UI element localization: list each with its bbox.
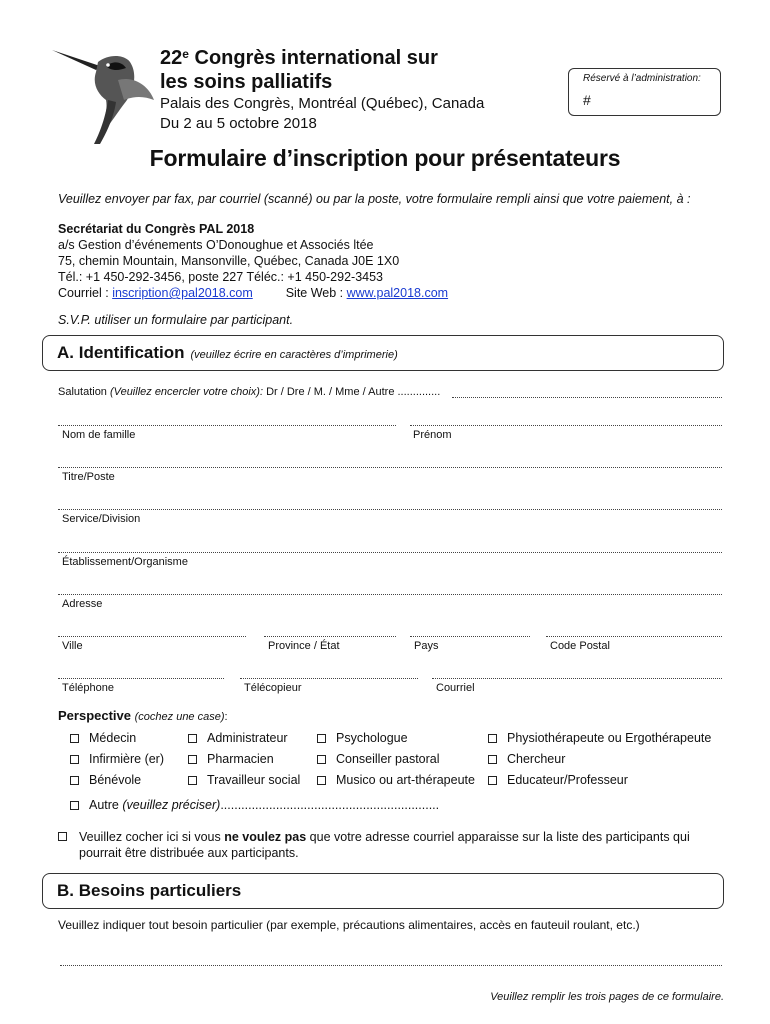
section-a-subtitle: (veuillez écrire en caractères d’imprimerie): [190, 349, 398, 361]
hummingbird-logo: [48, 40, 158, 150]
option-label: Infirmière (er): [89, 752, 165, 766]
option-medecin[interactable]: [70, 731, 136, 745]
checkbox[interactable]: [188, 755, 197, 764]
autre-hint: (veuillez préciser): [122, 798, 221, 812]
postal-code-label: Code Postal: [550, 640, 610, 652]
address-label: Adresse: [62, 598, 103, 610]
email-label: Courriel :: [58, 286, 113, 300]
fax-field[interactable]: [240, 678, 418, 679]
secretariat-block: [58, 221, 448, 301]
option-label: Conseiller pastoral: [336, 752, 440, 766]
organisation-field[interactable]: [58, 552, 722, 553]
web-label: Site Web :: [285, 286, 347, 300]
checkbox[interactable]: [70, 801, 79, 810]
perspective-hint: (cochez une case): [134, 711, 225, 723]
autre-label: Autre: [89, 798, 119, 812]
salutation-label: Salutation: [58, 386, 110, 398]
option-autre[interactable]: [70, 798, 439, 812]
option-benevole[interactable]: [70, 773, 141, 787]
checkbox[interactable]: [317, 755, 326, 764]
email-link[interactable]: inscription@pal2018.com: [112, 286, 253, 300]
notice-bold: ne voulez pas: [224, 830, 307, 844]
option-label: Educateur/Professeur: [507, 773, 628, 787]
option-travailleur-social[interactable]: [188, 773, 300, 787]
province-field[interactable]: [264, 636, 396, 637]
option-label: Médecin: [89, 731, 137, 745]
checkbox[interactable]: [70, 755, 79, 764]
checkbox[interactable]: [58, 832, 67, 841]
city-field[interactable]: [58, 636, 246, 637]
option-label: Travailleur social: [207, 773, 301, 787]
option-physiotherapeute[interactable]: [488, 731, 711, 745]
perspective-hint-colon: :: [224, 711, 228, 723]
phone-field[interactable]: [58, 678, 224, 679]
salutation-options[interactable]: Dr / Dre / M. / Mme / Autre ..............: [263, 386, 441, 398]
option-label: Physiothérapeute ou Ergothérapeute: [507, 731, 712, 745]
option-label: Bénévole: [89, 773, 142, 787]
secretariat-name: Secrétariat du Congrès PAL 2018: [58, 222, 255, 236]
title-line1: Congrès international sur: [188, 47, 438, 69]
salutation-row: [58, 386, 440, 398]
last-name-field[interactable]: [58, 425, 396, 426]
section-a-title: A. Identification: [57, 343, 185, 362]
checkbox[interactable]: [317, 734, 326, 743]
option-label: Chercheur: [507, 752, 566, 766]
title-line2: les soins palliatifs: [160, 71, 333, 93]
job-title-label: Titre/Poste: [62, 471, 115, 483]
secretariat-line3: Tél.: +1 450-292-3456, poste 227 Téléc.: +1 450-292-3453: [58, 270, 384, 284]
section-b-title: B. Besoins particuliers: [57, 881, 242, 900]
checkbox[interactable]: [70, 776, 79, 785]
admin-label: Réservé à l’administration:: [583, 73, 701, 84]
service-label: Service/Division: [62, 513, 141, 525]
first-name-field[interactable]: [410, 425, 722, 426]
special-needs-text: Veuillez indiquer tout besoin particulier (par exemple, précautions alimentaires, accès en fauteuil roulant, etc.): [58, 918, 640, 932]
organisation-label: Établissement/Organisme: [62, 556, 188, 568]
venue-text: Palais des Congrès, Montréal (Québec), Canada: [160, 95, 485, 112]
congress-title: [160, 46, 438, 94]
special-needs-field[interactable]: [60, 965, 722, 966]
option-administrateur[interactable]: [188, 731, 288, 745]
option-pharmacien[interactable]: [188, 752, 274, 766]
footer-note: Veuillez remplir les trois pages de ce formulaire.: [490, 991, 724, 1003]
option-label: Musico ou art-thérapeute: [336, 773, 475, 787]
admin-box: [568, 68, 721, 116]
edition-superscript: e: [182, 47, 189, 61]
job-title-field[interactable]: [58, 467, 722, 468]
section-a-header: [42, 335, 724, 371]
checkbox[interactable]: [317, 776, 326, 785]
intro-text: Veuillez envoyer par fax, par courriel (scanné) ou par la poste, votre formulaire rempli ainsi que votre paiement, à :: [58, 192, 691, 206]
checkbox[interactable]: [488, 755, 497, 764]
option-educateur[interactable]: [488, 773, 628, 787]
phone-label: Téléphone: [62, 682, 114, 694]
option-psychologue[interactable]: [317, 731, 408, 745]
city-label: Ville: [62, 640, 83, 652]
checkbox[interactable]: [188, 734, 197, 743]
option-label: Administrateur: [207, 731, 288, 745]
first-name-label: Prénom: [413, 429, 452, 441]
secretariat-line1: a/s Gestion d’événements O’Donoughue et Associés ltée: [58, 238, 374, 252]
section-b-header: [42, 873, 724, 909]
email-field-label: Courriel: [436, 682, 475, 694]
admin-number: #: [583, 92, 591, 108]
checkbox[interactable]: [488, 776, 497, 785]
salutation-other-line[interactable]: [452, 397, 722, 398]
fax-label: Télécopieur: [244, 682, 302, 694]
perspective-heading: [58, 708, 228, 723]
web-link[interactable]: www.pal2018.com: [346, 286, 449, 300]
option-label: Pharmacien: [207, 752, 274, 766]
country-label: Pays: [414, 640, 439, 652]
email-field[interactable]: [432, 678, 722, 679]
option-chercheur[interactable]: [488, 752, 565, 766]
venue-block: [160, 94, 484, 134]
service-field[interactable]: [58, 509, 722, 510]
checkbox[interactable]: [70, 734, 79, 743]
one-form-note: S.V.P. utiliser un formulaire par participant.: [58, 313, 294, 327]
province-label: Province / État: [268, 640, 340, 652]
option-conseiller-pastoral[interactable]: [317, 752, 440, 766]
salutation-hint: (Veuillez encercler votre choix):: [109, 386, 264, 398]
secretariat-line2: 75, chemin Mountain, Mansonville, Québec, Canada J0E 1X0: [58, 254, 400, 268]
checkbox[interactable]: [188, 776, 197, 785]
perspective-label: Perspective: [58, 708, 131, 723]
dates-text: Du 2 au 5 octobre 2018: [160, 115, 317, 132]
option-musico-therapeute[interactable]: [317, 773, 475, 787]
edition-number: 22: [160, 47, 183, 69]
postal-code-field[interactable]: [546, 636, 722, 637]
country-field[interactable]: [410, 636, 530, 637]
email-privacy-notice[interactable]: [58, 829, 718, 861]
checkbox[interactable]: [488, 734, 497, 743]
notice-pre: Veuillez cocher ici si vous: [79, 830, 225, 844]
notice-post: que votre adresse courriel apparaisse sur la liste des participants qui pourrait être distribuée aux participants.: [79, 830, 690, 860]
address-field[interactable]: [58, 594, 722, 595]
option-infirmiere[interactable]: [70, 752, 164, 766]
form-title: Formulaire d’inscription pour présentateurs: [149, 145, 621, 171]
autre-dots[interactable]: ...............................................................: [220, 798, 440, 812]
option-label: Psychologue: [336, 731, 408, 745]
last-name-label: Nom de famille: [62, 429, 136, 441]
